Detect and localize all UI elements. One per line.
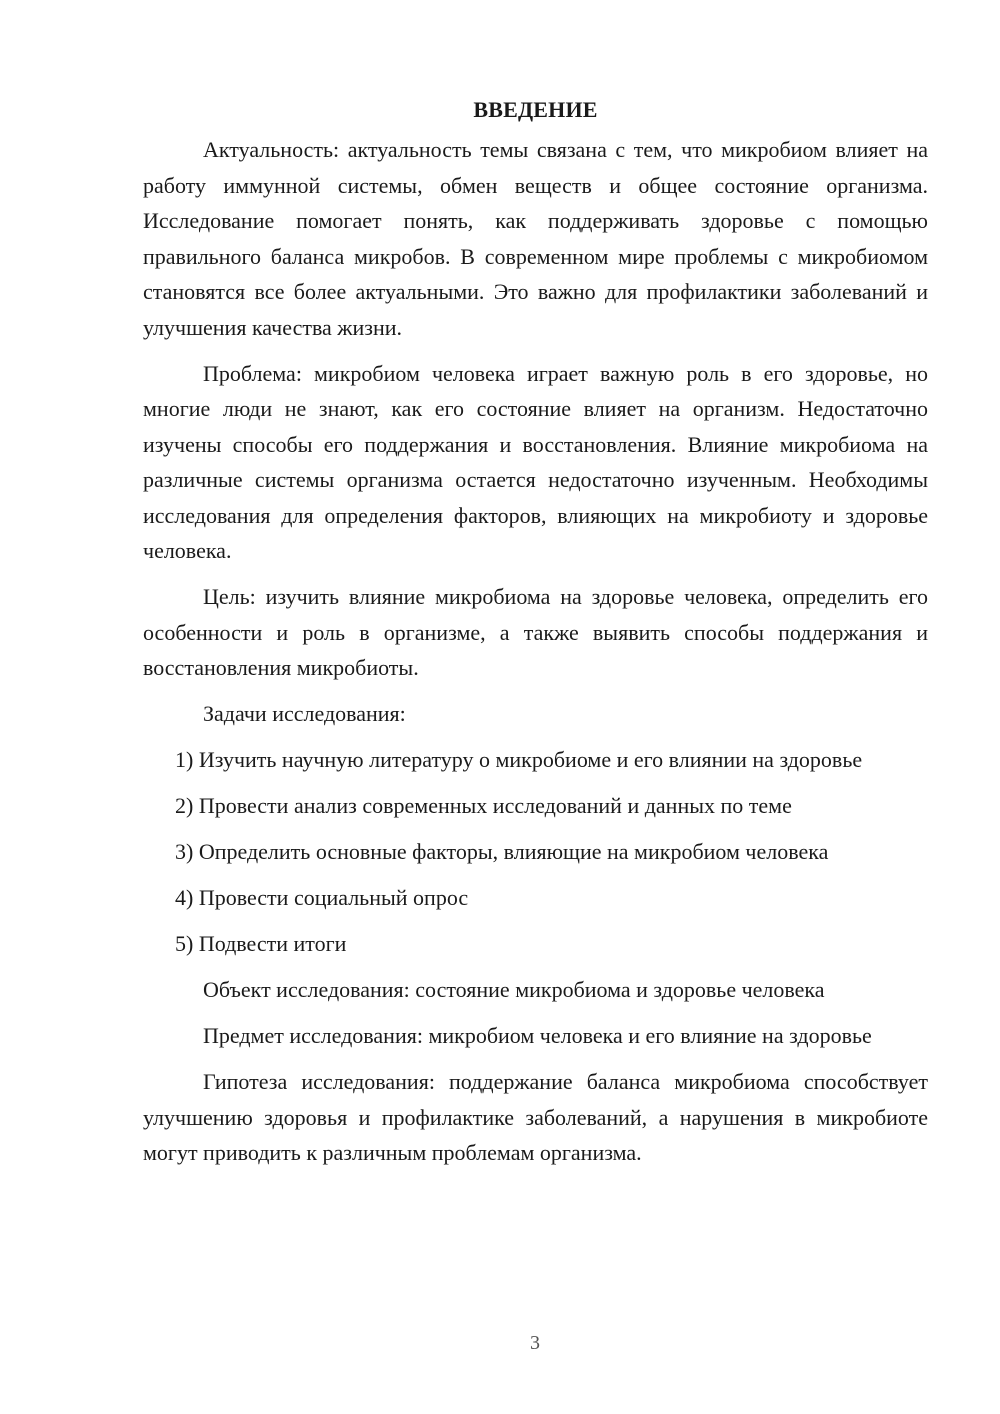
object-paragraph: Объект исследования: состояние микробиома и здоровье человека xyxy=(203,977,825,1002)
list-item: 1) Изучить научную литературу о микробиоме и его влиянии на здоровье xyxy=(175,747,863,772)
problem-paragraph: Проблема: микробиом человека играет важную роль в его здоровье, но многие люди не знают, как его состояние влияет на организм. Недостаточно изучены способы его поддержания и восстановления. Влияние микробиома на различные системы организма остается недостаточно изученным. Необходимы исследования для определения факторов, влияющих на микробиоту и здоровье человека. xyxy=(143,360,928,563)
document-page xyxy=(143,90,928,1181)
list-item: 4) Провести социальный опрос xyxy=(175,885,469,910)
tasks-list xyxy=(143,742,928,962)
hypothesis-paragraph: Гипотеза исследования: поддержание баланса микробиома способствует улучшению здоровья и профилактике заболеваний, а нарушения в микробиоте могут приводить к различным проблемам организма. xyxy=(143,1069,928,1165)
list-item: 2) Провести анализ современных исследований и данных по теме xyxy=(175,793,792,818)
page-number: 3 xyxy=(530,1332,540,1354)
goal-paragraph: Цель: изучить влияние микробиома на здоровье человека, определить его особенности и роль в организме, а также выявить способы поддержания и восстановления микробиоты. xyxy=(143,584,928,680)
list-item: 3) Определить основные факторы, влияющие на микробиом человека xyxy=(175,839,829,864)
page-title: ВВЕДЕНИЕ xyxy=(473,97,598,122)
tasks-heading: Задачи исследования: xyxy=(203,701,406,726)
list-item: 5) Подвести итоги xyxy=(175,931,347,956)
subject-paragraph: Предмет исследования: микробиом человека и его влияние на здоровье xyxy=(203,1023,872,1048)
relevance-paragraph: Актуальность: актуальность темы связана с тем, что микробиом влияет на работу иммунной системы, обмен веществ и общее состояние организма. Исследование помогает понять, как поддерживать здоровье с помощью правильного баланса микробов. В современном мире проблемы с микробиомом становятся все более актуальными. Это важно для профилактики заболеваний и улучшения качества жизни. xyxy=(143,137,928,340)
